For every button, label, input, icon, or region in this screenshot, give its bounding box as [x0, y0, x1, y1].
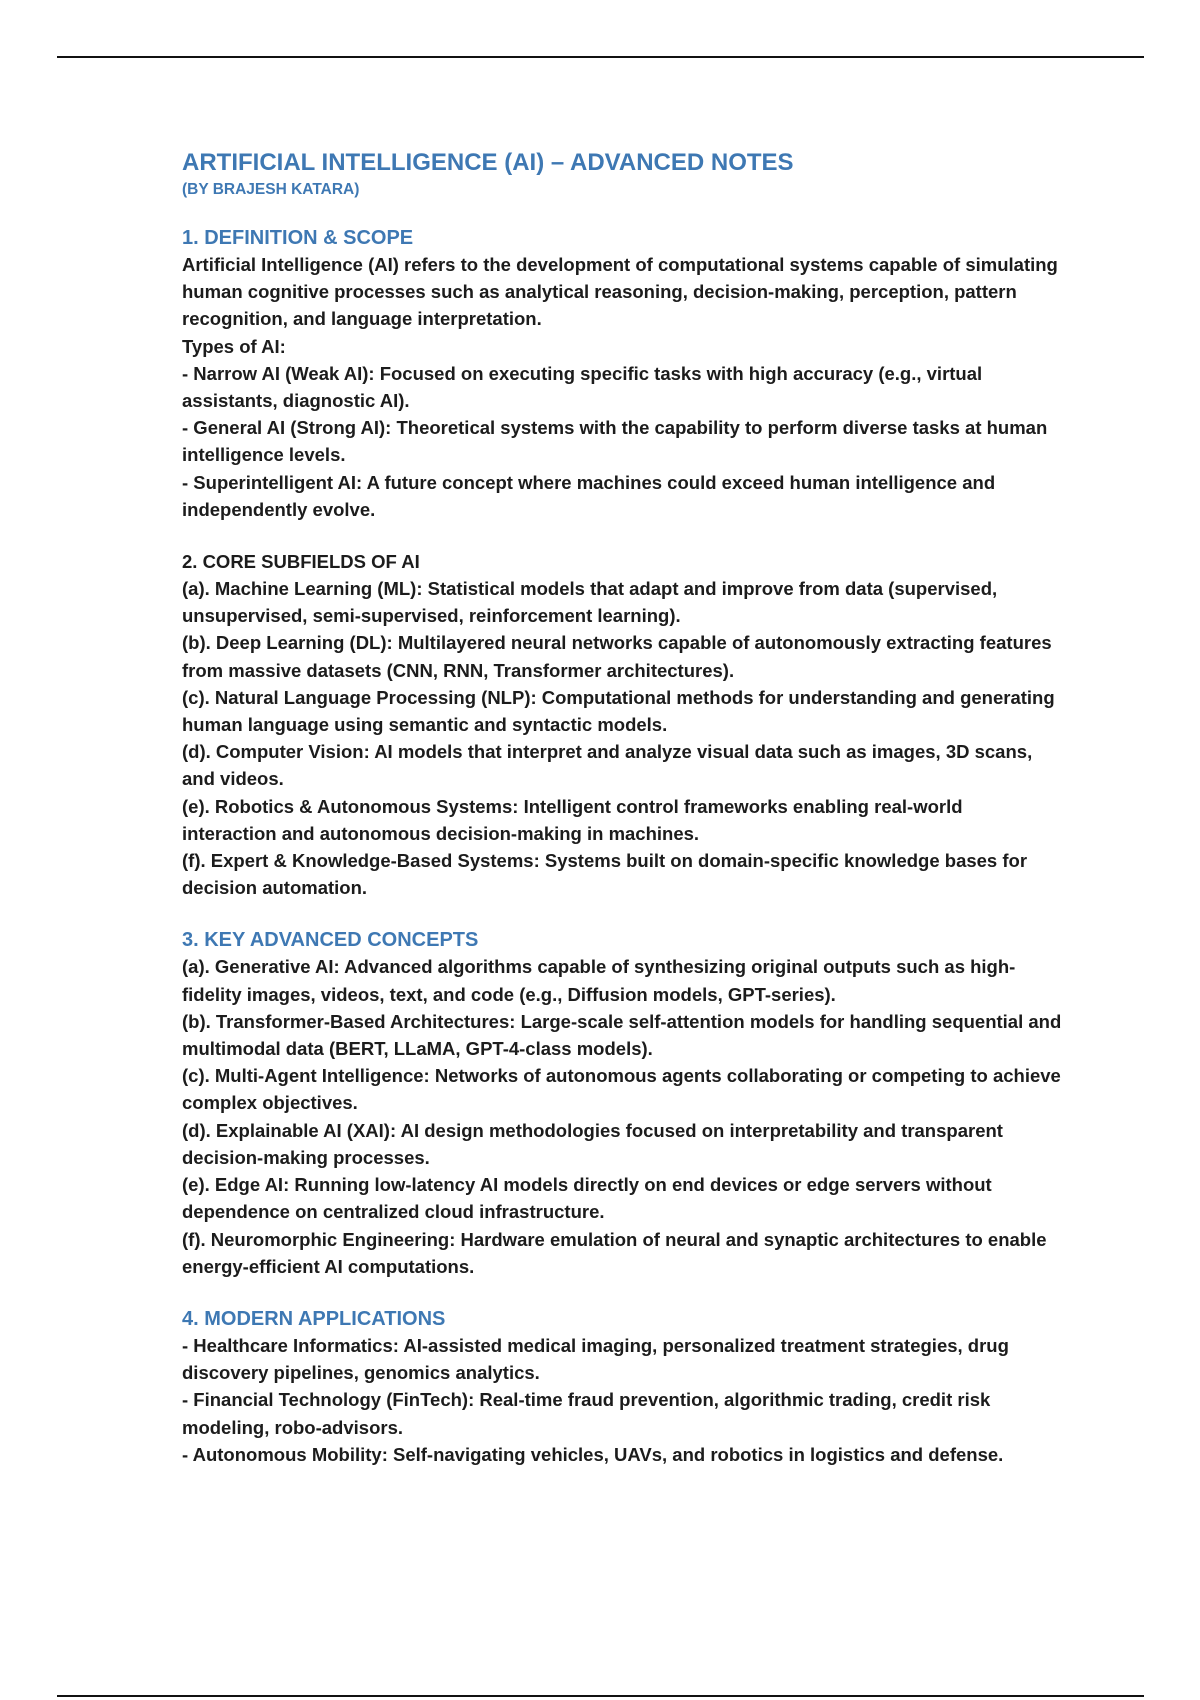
document-title: ARTIFICIAL INTELLIGENCE (AI) – ADVANCED NOTES	[182, 149, 794, 176]
paragraph: (d). Explainable AI (XAI): AI design methodologies focused on interpretability and transparent decision-making processes.	[182, 1119, 1003, 1168]
section-definition-scope	[182, 225, 1062, 523]
paragraph: (a). Generative AI: Advanced algorithms capable of synthesizing original outputs such as high-fidelity images, videos, text, and code (e.g., Diffusion models, GPT-series).	[182, 956, 1016, 1005]
paragraph: - General AI (Strong AI): Theoretical systems with the capability to perform diverse tasks at human intelligence levels.	[182, 417, 1048, 466]
paragraph: - Financial Technology (FinTech): Real-time fraud prevention, algorithmic trading, credit risk modeling, robo-advisors.	[182, 1389, 991, 1438]
paragraph: Artificial Intelligence (AI) refers to the development of computational systems capable of simulating human cognitive processes such as analytical reasoning, decision-making, perception, pattern recognition, and language interpretation.	[182, 254, 1058, 330]
section-heading: 1. DEFINITION & SCOPE	[182, 227, 414, 249]
paragraph: - Autonomous Mobility: Self-navigating vehicles, UAVs, and robotics in logistics and defense.	[182, 1443, 1004, 1465]
section-modern-applications	[182, 1306, 1062, 1468]
paragraph: - Superintelligent AI: A future concept where machines could exceed human intelligence and independently evolve.	[182, 471, 996, 520]
paragraph: (e). Robotics & Autonomous Systems: Intelligent control frameworks enabling real-world interaction and autonomous decision-making in machines.	[182, 795, 963, 844]
paragraph: (c). Natural Language Processing (NLP): Computational methods for understanding and generating human language using semantic and syntactic models.	[182, 686, 1055, 736]
paragraph: (c). Multi-Agent Intelligence: Networks of autonomous agents collaborating or competing to achieve complex objectives.	[182, 1065, 1061, 1114]
paragraph: (d). Computer Vision: AI models that interpret and analyze visual data such as images, 3D scans, and videos.	[182, 741, 1033, 790]
paragraph: (f). Neuromorphic Engineering: Hardware emulation of neural and synaptic architectures to enable energy-efficient AI computations.	[182, 1228, 1047, 1277]
paragraph: (e). Edge AI: Running low-latency AI models directly on end devices or edge servers without dependence on centralized cloud infrastructure.	[182, 1174, 992, 1223]
section-core-subfields	[182, 549, 1062, 901]
section-heading: 2. CORE SUBFIELDS OF AI	[182, 551, 420, 573]
header-rule	[57, 56, 1144, 58]
paragraph: - Narrow AI (Weak AI): Focused on executing specific tasks with high accuracy (e.g., virtual assistants, diagnostic AI).	[182, 362, 983, 412]
paragraph: (b). Deep Learning (DL): Multilayered neural networks capable of autonomously extracting features from massive datasets (CNN, RNN, Transformer architectures).	[182, 632, 1052, 681]
paragraph: Types of AI:	[182, 335, 286, 357]
paragraph: - Healthcare Informatics: AI-assisted medical imaging, personalized treatment strategies, drug discovery pipelines, genomics analytics.	[182, 1334, 1009, 1384]
section-key-concepts	[182, 927, 1062, 1279]
section-heading: 4. MODERN APPLICATIONS	[182, 1307, 446, 1330]
section-heading: 3. KEY ADVANCED CONCEPTS	[182, 929, 479, 952]
paragraph: (b). Transformer-Based Architectures: Large-scale self-attention models for handling sequential and multimodal data (BERT, LLaMA, GPT-4-class models).	[182, 1010, 1062, 1060]
document-body	[182, 148, 1062, 1468]
footer-rule	[57, 1695, 1144, 1697]
paragraph: (f). Expert & Knowledge-Based Systems: Systems built on domain-specific knowledge bases for decision automation.	[182, 850, 1028, 899]
paragraph: (a). Machine Learning (ML): Statistical models that adapt and improve from data (supervised, unsupervised, semi-supervised, reinforcement learning).	[182, 578, 998, 627]
document-author: (BY BRAJESH KATARA)	[182, 181, 360, 198]
